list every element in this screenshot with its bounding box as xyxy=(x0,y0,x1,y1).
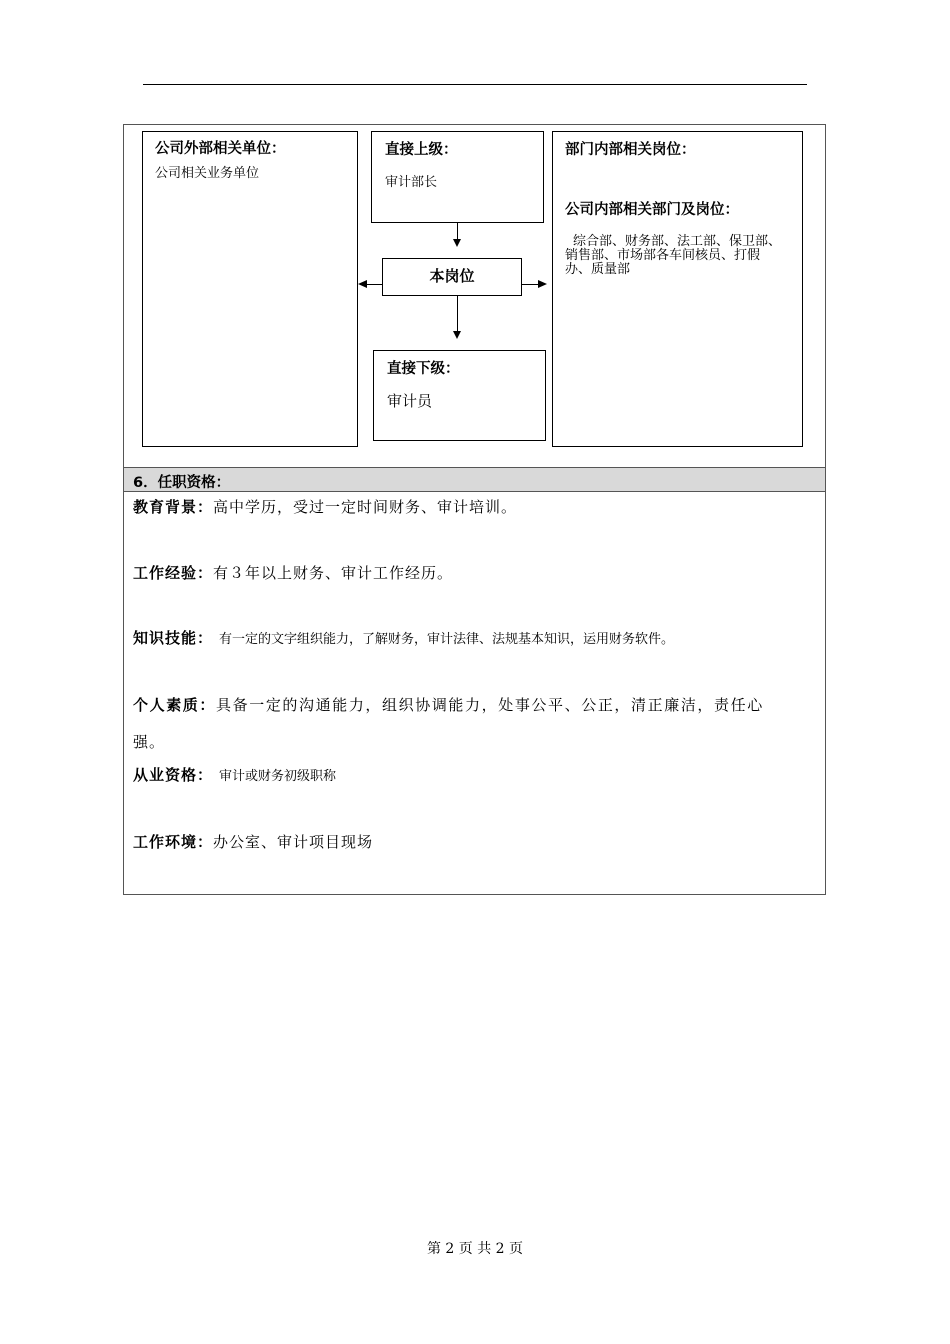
internal-departments-line3: 办、质量部 xyxy=(565,262,631,277)
qualification-personal xyxy=(133,694,764,715)
personal-label: 个人素质： xyxy=(133,696,217,714)
arrow-down-line-top xyxy=(457,223,458,239)
experience-value: 有３年以上财务、审计工作经历。 xyxy=(213,564,454,582)
arrow-left-line xyxy=(366,284,382,285)
header-rule xyxy=(143,84,807,85)
arrow-down-head-top xyxy=(453,239,461,247)
experience-label: 工作经验： xyxy=(133,564,214,582)
internal-departments-title: 公司内部相关部门及岗位： xyxy=(565,202,739,218)
subordinate-title: 直接下级： xyxy=(387,361,460,377)
certification-value: 审计或财务初级职称 xyxy=(219,769,337,784)
arrow-down-line-bottom xyxy=(457,296,458,331)
qualification-experience xyxy=(133,562,453,583)
external-units-title: 公司外部相关单位： xyxy=(155,141,286,157)
knowledge-label: 知识技能： xyxy=(133,629,214,647)
arrow-down-head-bottom xyxy=(453,331,461,339)
internal-departments-line2: 销售部、市场部各车间核员、打假 xyxy=(565,248,761,263)
personal-value: 具备一定的沟通能力，组织协调能力，处事公平、公正，清正廉洁，责任心 xyxy=(216,696,764,714)
environment-value: 办公室、审计项目现场 xyxy=(213,833,374,851)
superior-box xyxy=(371,131,544,223)
current-position-box xyxy=(382,258,522,296)
qualifications-heading: 6．任职资格： xyxy=(133,475,231,491)
education-value: 高中学历，受过一定时间财务、审计培训。 xyxy=(213,498,518,516)
knowledge-value: 有一定的文字组织能力，了解财务，审计法律、法规基本知识，运用财务软件。 xyxy=(219,632,675,647)
subordinate-content: 审计员 xyxy=(387,392,433,410)
qualification-environment xyxy=(133,831,373,852)
internal-positions-title: 部门内部相关岗位： xyxy=(565,142,696,158)
superior-title: 直接上级： xyxy=(385,142,458,158)
subordinate-box xyxy=(373,350,546,441)
internal-positions-box xyxy=(552,131,803,447)
qualifications-heading-bar xyxy=(124,467,825,492)
arrow-right-line xyxy=(522,284,538,285)
superior-content: 审计部长 xyxy=(385,175,438,190)
arrow-left-head xyxy=(358,280,367,288)
qualification-certification xyxy=(133,764,336,785)
internal-departments-line1: 综合部、财务部、法工部、保卫部、 xyxy=(573,234,782,249)
education-label: 教育背景： xyxy=(133,498,214,516)
qualification-education xyxy=(133,496,517,517)
qualification-knowledge xyxy=(133,627,674,648)
qualification-personal-cont: 强。 xyxy=(133,733,166,751)
environment-label: 工作环境： xyxy=(133,833,214,851)
page-footer: 第 2 页 共 2 页 xyxy=(426,1241,524,1257)
current-position-title: 本岗位 xyxy=(429,267,475,285)
arrow-right-head xyxy=(538,280,547,288)
certification-label: 从业资格： xyxy=(133,766,214,784)
external-units-content: 公司相关业务单位 xyxy=(155,166,260,181)
external-units-box xyxy=(142,131,358,447)
